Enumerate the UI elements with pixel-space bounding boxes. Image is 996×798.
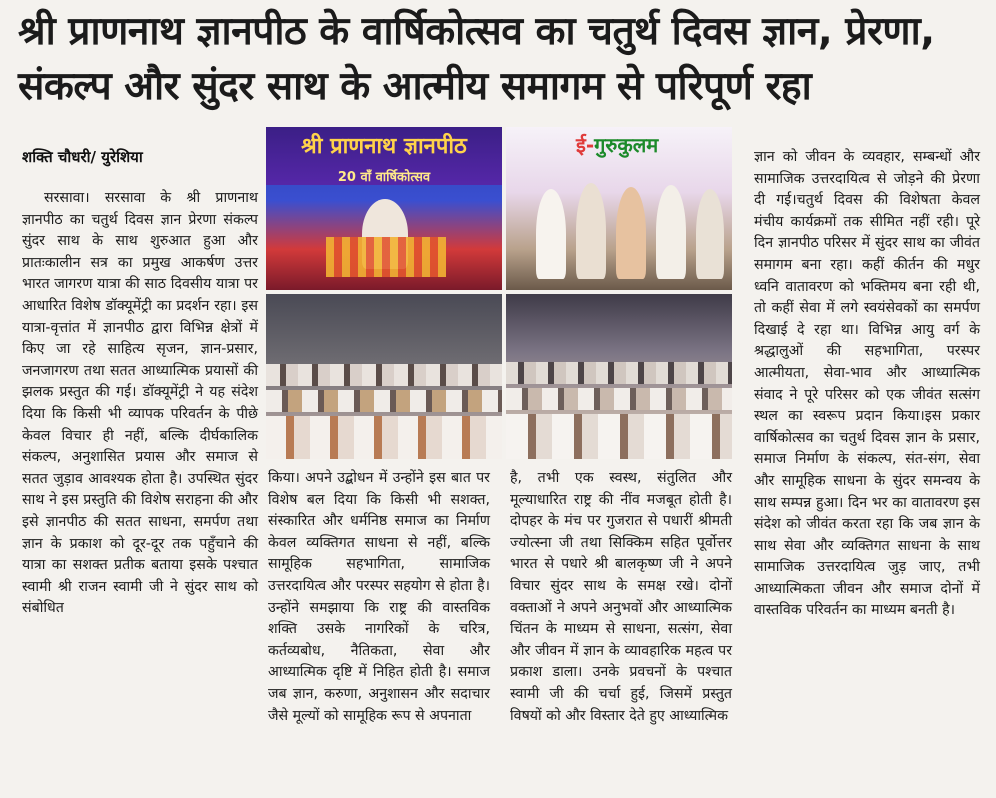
group-person <box>656 185 686 279</box>
photo-audience-left <box>266 294 502 459</box>
photo-collage <box>266 127 732 459</box>
crowd-row <box>266 364 502 386</box>
group-person <box>616 187 646 279</box>
crowd-row <box>506 362 732 384</box>
e-gurukulam-logo: ई-गुरुकुलम <box>576 133 659 157</box>
article-column-1: सरसावा। सरसावा के श्री प्राणनाथ ज्ञानपीठ का चतुर्थ दिवस ज्ञान प्रेरणा संकल्प सुंदर साथ के साथ शुरुआत हुआ और प्रातःकालीन सत्र का प्रमुख आकर्षण उत्तर भारत जागरण यात्रा की साठ दिवसीय यात्रा पर आधारित विशेष डॉक्यूमेंट्री का प्रदर्शन रहा। इस यात्रा-वृत्तांत में ज्ञानपीठ द्वारा विभिन्न क्षेत्रों में किए जा रहे साहित्य सृजन, ज्ञान-प्रसार, जनजागरण तथा सतत आध्यात्मिक प्रयासों की झलक प्रस्तुत की गई। डॉक्यूमेंट्री ने यह संदेश दिया कि किसी भी व्यापक परिवर्तन के पीछे केवल विचार ही नहीं, बल्कि दीर्घकालिक संकल्प, अनुशासित प्रयास और समाज से सतत जुड़ाव आवश्यक होता है। उपस्थित सुंदर साथ ने इस प्रस्तुति की विशेष सराहना की और इसे ज्ञानपीठ की सतत साधना, समर्पण तथा ज्ञान के प्रकाश को दूर-दूर तक पहुँचाने की यात्रा का सशक्त प्रतीक बताया इसके पश्चात स्वामी श्री राजन स्वामी जी ने सुंदर साथ को संबोधित <box>22 190 258 617</box>
photo-group-stage <box>506 127 732 290</box>
crowd-row <box>506 414 732 459</box>
crowd-row <box>266 390 502 412</box>
group-person <box>536 189 566 279</box>
group-person <box>696 189 724 279</box>
crowd-row <box>506 388 732 410</box>
article-column-4: ज्ञान को जीवन के व्यवहार, सम्बन्धों और सामाजिक उत्तरदायित्व से जोड़ने की प्रेरणा दी गई।चतुर्थ दिवस की विशेषता केवल मंचीय कार्यक्रमों तक सीमित नहीं रही। पूरे दिन ज्ञानपीठ परिसर में सुंदर साथ का जीवंत समागम बना रहा। कहीं कीर्तन की मधुर ध्वनि वातावरण को भक्तिमय बना रही थी, तो कहीं सेवा में लगे स्वयंसेवकों का समर्पण दिखाई दे रहा था। विभिन्न आयु वर्ग के श्रद्धालुओं की सहभागिता, परस्पर आत्मीयता, सेवा-भाव और आध्यात्मिक संवाद ने पूरे परिसर को एक जीवंत सत्संग स्थल का स्वरूप प्रदान किया।इस प्रकार वार्षिकोत्सव का चतुर्थ दिवस ज्ञान के प्रसार, समाज निर्माण के संकल्प, संत-संग, सेवा और सामूहिक साधना के सुंदर समन्वय के साथ सम्पन्न हुआ। दिन भर का वातावरण इस संदेश को जीवंत करता रहा कि जब ज्ञान के साथ सेवा और व्यक्तिगत साधना के साथ सामाजिक उत्तरदायित्व जुड़ जाए, तभी आध्यात्मिकता जीवन और समाज दोनों में वास्तविक परिवर्तन का माध्यम बनती है। <box>754 149 980 619</box>
headline-line-1: श्री प्राणनाथ ज्ञानपीठ के वार्षिकोत्सव का चतुर्थ दिवस ज्ञान, प्रेरणा, <box>18 9 935 54</box>
byline: शक्ति चौधरी/ युरेशिया <box>22 148 143 166</box>
article-column-3: है, तभी एक स्वस्थ, संतुलित और मूल्याधारित राष्ट्र की नींव मजबूत होती है।दोपहर के मंच पर गुजरात से पधारीं श्रीमती ज्योत्स्ना जी तथा सिक्किम सहित पूर्वोत्तर भारत से पधारे श्री बालकृष्ण जी ने अपने विचार सुंदर साथ के समक्ष रखे। दोनों वक्ताओं ने अपने अनुभवों और आध्यात्मिक चिंतन के माध्यम से साधना, सत्संग, सेवा और जीवन में ज्ञान के व्यावहारिक महत्व पर प्रकाश डाला। उनके प्रवचनों के पश्चात स्वामी जी की चर्चा हुई, जिसमें प्रस्तुत विषयों को और विस्तार देते हुए आध्यात्मिक <box>510 470 732 724</box>
photo-banner-title: श्री प्राणनाथ ज्ञानपीठ <box>301 134 467 159</box>
headline-line-2: संकल्प और सुंदर साथ के आत्मीय समागम से परिपूर्ण रहा <box>18 64 812 109</box>
group-person <box>576 183 606 279</box>
photo-banner-subtitle: 20 वाँ वार्षिकोत्सव <box>337 170 431 185</box>
photo-stage-speaker <box>266 127 502 290</box>
headline <box>18 4 978 114</box>
flower-garland <box>326 237 446 277</box>
photo-audience-right <box>506 294 732 459</box>
article-column-2: किया। अपने उद्बोधन में उन्होंने इस बात पर विशेष बल दिया कि किसी भी सशक्त, संस्कारित और धर्मनिष्ठ समाज का निर्माण केवल व्यक्तिगत साधना से नहीं, बल्कि सामूहिक सहभागिता, सामाजिक उत्तरदायित्व और परस्पर सहयोग से होता है। उन्होंने समझाया कि राष्ट्र की वास्तविक शक्ति उसके नागरिकों के चरित्र, कर्तव्यबोध, नैतिकता, सेवा और आध्यात्मिक दृष्टि में निहित होती है। समाज जब ज्ञान, करुणा, अनुशासन और सदाचार जैसे मूल्यों को सामूहिक रूप से अपनाता <box>268 470 490 724</box>
crowd-row <box>266 416 502 459</box>
